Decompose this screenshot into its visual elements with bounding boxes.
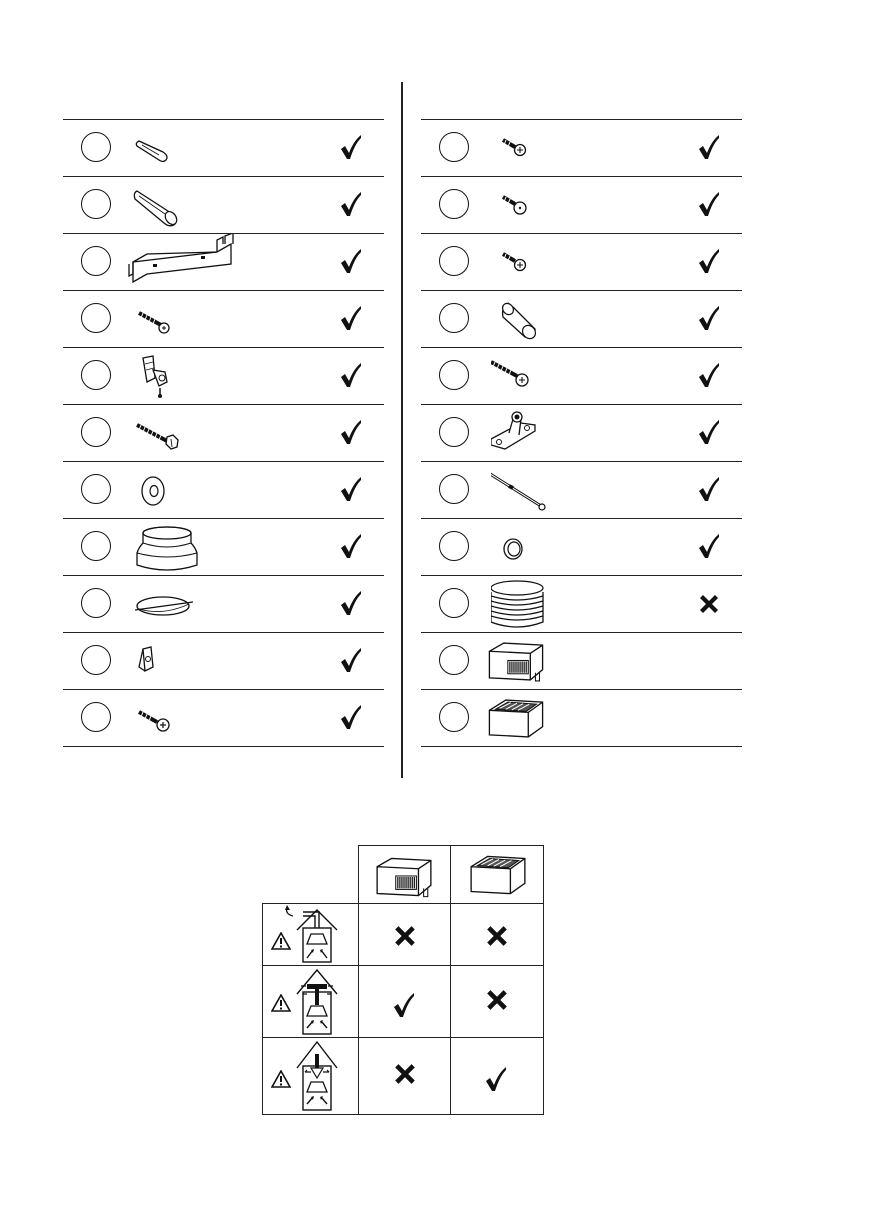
item-number-circle xyxy=(439,246,469,276)
item-number-circle xyxy=(81,531,111,561)
check-icon xyxy=(393,992,415,1018)
short-phillips-screw-icon xyxy=(491,238,611,286)
check-icon xyxy=(340,533,362,559)
check-icon xyxy=(698,305,720,331)
check-icon xyxy=(698,248,720,274)
item-number-circle xyxy=(439,303,469,333)
check-icon xyxy=(340,248,362,274)
list-item xyxy=(63,119,384,176)
large-wall-plug-icon xyxy=(133,181,253,229)
column-header-carbon-filter xyxy=(358,845,452,905)
check-icon xyxy=(698,191,720,217)
row-header-recirculation-cone xyxy=(262,1037,360,1115)
column-divider xyxy=(401,82,403,778)
cell-extraction-carbon xyxy=(358,903,452,967)
check-icon xyxy=(340,191,362,217)
item-number-circle xyxy=(81,132,111,162)
list-item xyxy=(421,233,742,290)
mounting-bracket-icon xyxy=(125,234,245,286)
check-icon xyxy=(698,134,720,160)
item-number-circle xyxy=(81,360,111,390)
item-number-circle xyxy=(439,645,469,675)
spring-clip-icon xyxy=(133,637,253,685)
carbon-filter-box-icon xyxy=(373,854,435,900)
spacer-sleeve-icon xyxy=(491,295,611,343)
recirculation-t-mode-icon xyxy=(263,966,359,1038)
list-item xyxy=(63,233,384,290)
parts-list-right xyxy=(421,119,742,747)
item-number-circle xyxy=(439,132,469,162)
list-item xyxy=(63,176,384,233)
cross-icon xyxy=(485,924,509,948)
item-number-circle xyxy=(439,531,469,561)
cross-icon xyxy=(393,924,417,948)
list-item xyxy=(63,632,384,689)
hinge-bracket-icon xyxy=(491,409,611,457)
list-item xyxy=(63,575,384,632)
item-number-circle xyxy=(81,645,111,675)
short-phillips-screw-icon xyxy=(491,124,611,172)
cell-recirculation-cone-grease xyxy=(450,1037,544,1115)
row-header-recirculation-t xyxy=(262,965,360,1039)
list-item xyxy=(63,461,384,518)
check-icon xyxy=(340,476,362,502)
item-number-circle xyxy=(81,474,111,504)
item-number-circle xyxy=(439,360,469,390)
cross-icon xyxy=(698,593,720,615)
list-item xyxy=(63,518,384,575)
check-icon xyxy=(340,419,362,445)
list-item xyxy=(421,632,742,689)
column-header-grease-filter xyxy=(450,845,544,905)
list-item xyxy=(421,404,742,461)
grease-filter-box-icon xyxy=(467,852,529,898)
item-number-circle xyxy=(81,417,111,447)
cell-recirculation-t-grease xyxy=(450,965,544,1039)
list-item xyxy=(63,404,384,461)
check-icon xyxy=(698,476,720,502)
check-icon xyxy=(698,419,720,445)
item-number-circle xyxy=(439,588,469,618)
hex-lag-screw-icon xyxy=(133,409,253,457)
item-number-circle xyxy=(439,417,469,447)
item-number-circle xyxy=(81,702,111,732)
flexible-duct-icon xyxy=(491,578,611,630)
list-item xyxy=(63,689,384,747)
small-wall-plug-icon xyxy=(133,124,253,172)
cross-icon xyxy=(393,1062,417,1086)
cell-extraction-grease xyxy=(450,903,544,967)
item-number-circle xyxy=(81,588,111,618)
item-number-circle xyxy=(81,303,111,333)
row-header-extraction xyxy=(262,903,360,967)
threaded-rod-icon xyxy=(491,466,611,514)
list-item xyxy=(421,575,742,632)
carbon-filter-box-icon xyxy=(485,639,547,684)
item-number-circle xyxy=(439,474,469,504)
cell-recirculation-t-carbon xyxy=(358,965,452,1039)
item-number-circle xyxy=(81,189,111,219)
check-icon xyxy=(698,362,720,388)
check-icon xyxy=(340,704,362,730)
duct-connector-icon xyxy=(133,523,253,571)
wall-anchor-hook-icon xyxy=(133,352,253,400)
list-item xyxy=(421,119,742,176)
check-icon xyxy=(340,134,362,160)
washer-icon xyxy=(133,466,253,514)
list-item xyxy=(421,518,742,575)
list-item xyxy=(421,461,742,518)
grommet-icon xyxy=(491,523,611,571)
pan-head-screw-icon xyxy=(491,181,611,229)
item-number-circle xyxy=(81,246,111,276)
list-item xyxy=(63,347,384,404)
check-icon xyxy=(340,305,362,331)
check-icon xyxy=(485,1066,507,1092)
phillips-screw-icon xyxy=(133,694,253,742)
flap-valve-icon xyxy=(133,580,253,628)
check-icon xyxy=(340,647,362,673)
item-number-circle xyxy=(439,189,469,219)
small-wood-screw-icon xyxy=(133,295,253,343)
list-item xyxy=(63,290,384,347)
check-icon xyxy=(698,533,720,559)
grease-filter-box-icon xyxy=(485,696,547,741)
list-item xyxy=(421,689,742,747)
list-item xyxy=(421,290,742,347)
extraction-mode-icon xyxy=(263,904,359,966)
long-phillips-screw-icon xyxy=(491,352,611,400)
list-item xyxy=(421,347,742,404)
check-icon xyxy=(340,362,362,388)
cell-recirculation-cone-carbon xyxy=(358,1037,452,1115)
check-icon xyxy=(340,590,362,616)
parts-list-left xyxy=(63,119,384,747)
item-number-circle xyxy=(439,702,469,732)
recirculation-cone-mode-icon xyxy=(263,1038,359,1114)
cross-icon xyxy=(485,988,509,1012)
list-item xyxy=(421,176,742,233)
